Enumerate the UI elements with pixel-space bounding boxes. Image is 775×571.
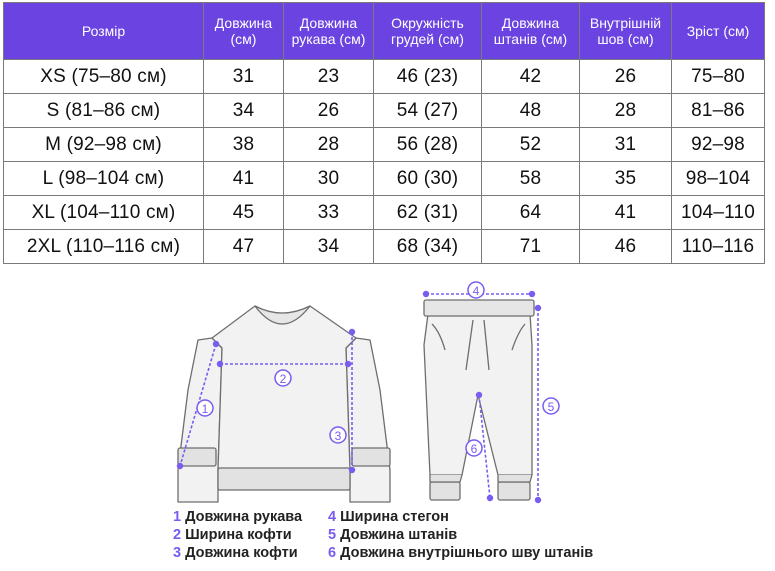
cell-chest: 68 (34) <box>374 230 482 264</box>
header-size: Розмір <box>4 3 204 60</box>
cell-size: 2XL (110–116 см) <box>4 230 204 264</box>
cell-size: L (98–104 см) <box>4 162 204 196</box>
cell-inseam: 41 <box>580 196 672 230</box>
header-inseam: Внутрішній шов (см) <box>580 3 672 60</box>
legend-label: Довжина рукава <box>185 509 303 525</box>
cell-pants: 64 <box>482 196 580 230</box>
table-row <box>4 230 765 264</box>
legend-item <box>173 544 298 562</box>
table-row <box>4 94 765 128</box>
cell-height: 98–104 <box>672 162 765 196</box>
svg-text:2: 2 <box>279 372 287 386</box>
cell-length: 41 <box>204 162 284 196</box>
cell-sleeve: 33 <box>284 196 374 230</box>
legend-num: 2 <box>173 527 182 543</box>
table-row <box>4 128 765 162</box>
svg-text:1: 1 <box>201 402 209 416</box>
header-chest: Окружність грудей (см) <box>374 3 482 60</box>
cell-pants: 42 <box>482 60 580 94</box>
legend-label: Довжина штанів <box>340 527 458 543</box>
cell-height: 104–110 <box>672 196 765 230</box>
table-row <box>4 162 765 196</box>
cell-pants: 58 <box>482 162 580 196</box>
svg-text:5: 5 <box>547 400 555 414</box>
legend-item <box>328 526 457 544</box>
cell-height: 81–86 <box>672 94 765 128</box>
legend-label: Ширина стегон <box>340 509 449 525</box>
cell-length: 45 <box>204 196 284 230</box>
cell-chest: 54 (27) <box>374 94 482 128</box>
legend-label: Ширина кофти <box>185 527 292 543</box>
cell-size: XL (104–110 см) <box>4 196 204 230</box>
cell-height: 75–80 <box>672 60 765 94</box>
cell-size: S (81–86 см) <box>4 94 204 128</box>
cell-sleeve: 34 <box>284 230 374 264</box>
marker-4 <box>468 282 484 298</box>
legend-num: 1 <box>173 509 182 525</box>
table-header-row <box>4 3 765 60</box>
header-length: Довжина (см) <box>204 3 284 60</box>
legend-item <box>328 544 593 562</box>
cell-inseam: 28 <box>580 94 672 128</box>
marker-5 <box>543 398 559 414</box>
cell-sleeve: 26 <box>284 94 374 128</box>
cell-height: 92–98 <box>672 128 765 162</box>
cell-inseam: 31 <box>580 128 672 162</box>
legend-label: Довжина кофти <box>185 545 298 561</box>
cell-chest: 60 (30) <box>374 162 482 196</box>
svg-text:6: 6 <box>470 442 478 456</box>
svg-text:3: 3 <box>334 429 342 443</box>
cell-sleeve: 30 <box>284 162 374 196</box>
legend-num: 5 <box>328 527 337 543</box>
marker-1 <box>197 400 213 416</box>
measurement-diagrams <box>0 270 775 505</box>
header-height: Зріст (см) <box>672 3 765 60</box>
cell-chest: 62 (31) <box>374 196 482 230</box>
cell-inseam: 35 <box>580 162 672 196</box>
legend-item <box>328 508 449 526</box>
cell-length: 47 <box>204 230 284 264</box>
cell-length: 31 <box>204 60 284 94</box>
cell-pants: 48 <box>482 94 580 128</box>
legend-label: Довжина внутрішнього шву штанів <box>340 545 594 561</box>
pants-illustration <box>424 300 534 500</box>
cell-inseam: 26 <box>580 60 672 94</box>
cell-chest: 46 (23) <box>374 60 482 94</box>
marker-2 <box>275 370 291 386</box>
table-row <box>4 196 765 230</box>
cell-sleeve: 28 <box>284 128 374 162</box>
legend-num: 4 <box>328 509 337 525</box>
cell-size: M (92–98 см) <box>4 128 204 162</box>
legend-num: 3 <box>173 545 182 561</box>
cell-pants: 71 <box>482 230 580 264</box>
cell-size: XS (75–80 см) <box>4 60 204 94</box>
svg-text:4: 4 <box>472 284 480 298</box>
marker-6 <box>466 440 482 456</box>
table-row <box>4 60 765 94</box>
cell-length: 38 <box>204 128 284 162</box>
cell-inseam: 46 <box>580 230 672 264</box>
marker-3 <box>330 427 346 443</box>
legend-item <box>173 508 302 526</box>
cell-chest: 56 (28) <box>374 128 482 162</box>
cell-height: 110–116 <box>672 230 765 264</box>
cell-length: 34 <box>204 94 284 128</box>
legend-item <box>173 526 292 544</box>
cell-pants: 52 <box>482 128 580 162</box>
legend-num: 6 <box>328 545 337 561</box>
size-table <box>3 2 765 264</box>
header-pants-length: Довжина штанів (см) <box>482 3 580 60</box>
header-sleeve-length: Довжина рукава (см) <box>284 3 374 60</box>
cell-sleeve: 23 <box>284 60 374 94</box>
